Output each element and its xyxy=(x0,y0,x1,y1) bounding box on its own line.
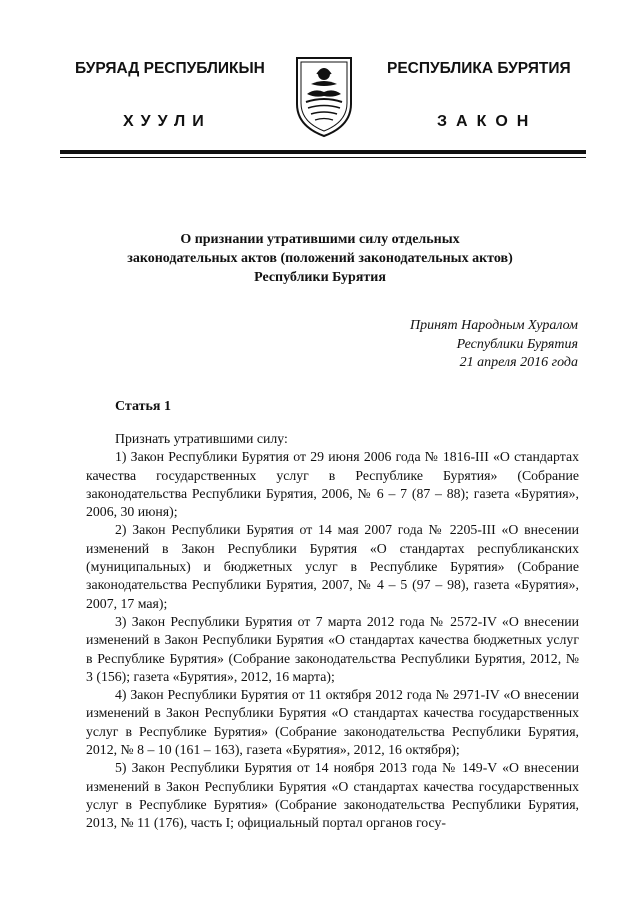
coat-of-arms-icon xyxy=(293,52,355,138)
adoption-line: Республики Бурятия xyxy=(456,336,578,352)
title-line: законодательных актов (положений законодательных актов) xyxy=(127,251,513,266)
law-title xyxy=(100,230,540,287)
article-body xyxy=(86,430,579,833)
header-right-republic: РЕСПУБЛИКА БУРЯТИЯ xyxy=(387,60,571,77)
article-item: 2) Закон Республики Бурятия от 14 мая 2007 года № 2205-III «О внесении изменений в Закон Республики Бурятия «О стандартах республиканских (муниципальных) и бюджетных услуг в Республике Бурятия» (Собрание законодательства Республики Бурятия, 2007, № 4 – 5 (97 – 98), газета «Бурятия», 2007, 17 мая); xyxy=(86,522,579,611)
header-left-republic: БУРЯАД РЕСПУБЛИКЫН xyxy=(75,60,265,77)
adoption-note xyxy=(318,317,578,373)
header-rule-thick xyxy=(60,150,586,154)
title-line: О признании утратившими силу отдельных xyxy=(180,232,460,247)
adoption-line: Принят Народным Хуралом xyxy=(409,318,578,333)
article-item: 3) Закон Республики Бурятия от 7 марта 2012 года № 2572-IV «О внесении изменений в Закон Республики Бурятия «О стандартах качества бюджетных услуг в Республике Бурятия» (Собрание законодательства Республики Бурятия, 2012, № 3 (156); газета «Бурятия», 2012, 16 марта); xyxy=(86,613,579,684)
header-left-law: ХУУЛИ xyxy=(123,113,211,130)
header-rule-thin xyxy=(60,157,586,158)
article-item: 4) Закон Республики Бурятия от 11 октября 2012 года № 2971-IV «О внесении изменений в Закон Республики Бурятия «О стандартах качества государственных услуг в Республике Бурятия» (Собрание законодательства Республики Бурятия, 2012, № 8 – 10 (161 – 163), газета «Бурятия», 2012, 16 октября); xyxy=(86,687,579,758)
article-item: 1) Закон Республики Бурятия от 29 июня 2006 года № 1816-III «О стандартах качества государственных услуг в Республике Бурятия» (Собрание законодательства Республики Бурятия, 2006, № 6 – 7 (87 – 88); газета «Бурятия», 2006, 30 июня); xyxy=(86,449,579,520)
adoption-date: 21 апреля 2016 года xyxy=(459,355,578,370)
article-item: 5) Закон Республики Бурятия от 14 ноября 2013 года № 149-V «О внесении изменений в Закон Республики Бурятия «О стандартах качества государственных услуг в Республике Бурятия» (Собрание законодательства Республики Бурятия, 2013, № 11 (176), часть I; официальный портал органов госу- xyxy=(86,760,579,831)
article-heading: Статья 1 xyxy=(115,399,171,414)
title-line: Республики Бурятия xyxy=(254,270,386,285)
article-intro: Признать утратившими силу: xyxy=(115,431,288,446)
header-right-law: ЗАКОН xyxy=(437,113,538,130)
